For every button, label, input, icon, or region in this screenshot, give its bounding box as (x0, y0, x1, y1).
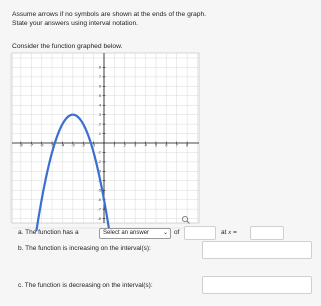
x-tick-label: 4 (144, 142, 147, 148)
y-tick-label: 7 (98, 74, 101, 80)
y-tick-label: 2 (98, 121, 101, 127)
y-tick-label: -8 (97, 215, 101, 221)
chevron-down-icon: ⌄ (162, 230, 168, 236)
y-tick-label: -7 (97, 206, 101, 212)
of-label: of (174, 229, 180, 236)
x-tick-label: -6 (39, 142, 44, 148)
x-tick-label: -5 (50, 142, 54, 148)
instruction-line-2: State your answers using interval notation. (12, 20, 139, 27)
question-a-label: a. The function has a (18, 229, 79, 236)
y-tick-label: -6 (97, 196, 101, 202)
select-value: Select an answer (103, 230, 150, 236)
extremum-type-select[interactable] (99, 228, 171, 239)
y-tick-label: -4 (97, 178, 101, 184)
increasing-interval-input[interactable] (202, 241, 312, 259)
x-tick-label: -7 (29, 142, 34, 148)
y-tick-label: 5 (98, 93, 101, 99)
at-label (221, 229, 237, 236)
graph-background (12, 53, 199, 223)
x-tick-label: -1 (91, 142, 96, 148)
x-tick-label: -4 (60, 142, 65, 148)
extremum-x-input[interactable] (250, 226, 284, 240)
y-tick-label: 8 (98, 64, 101, 70)
y-tick-label: 6 (98, 83, 101, 89)
x-symbol: x (228, 229, 232, 236)
x-tick-label: 5 (154, 142, 158, 148)
y-tick-label: 4 (98, 102, 101, 108)
y-tick-label: -3 (97, 168, 101, 174)
x-tick-label: 1 (113, 142, 116, 148)
equals-sign: = (232, 229, 237, 236)
x-tick-label: -8 (19, 142, 23, 148)
extremum-value-input[interactable] (184, 226, 216, 240)
at-text: at (221, 229, 227, 236)
x-tick-label: 8 (185, 142, 189, 148)
y-tick-label: -1 (97, 149, 101, 155)
instruction-line-1: Assume arrows if no symbols are shown at the ends of the graph. (12, 11, 207, 18)
y-tick-label: -5 (97, 187, 101, 193)
decreasing-interval-input[interactable] (202, 276, 312, 294)
x-tick-label: 3 (134, 142, 137, 148)
y-tick-label: 3 (98, 111, 101, 117)
y-tick-label: -2 (97, 159, 101, 165)
question-c-label: c. The function is decreasing on the interval(s): (18, 282, 153, 289)
x-tick-label: 6 (165, 142, 168, 148)
x-tick-label: 2 (123, 142, 126, 148)
question-b-label: b. The function is increasing on the interval(s): (18, 245, 151, 252)
x-tick-label: -3 (71, 142, 75, 148)
prompt-text: Consider the function graphed below. (12, 43, 123, 50)
x-tick-label: -2 (81, 142, 86, 148)
y-tick-label: 1 (98, 130, 101, 136)
x-tick-label: 7 (175, 142, 178, 148)
